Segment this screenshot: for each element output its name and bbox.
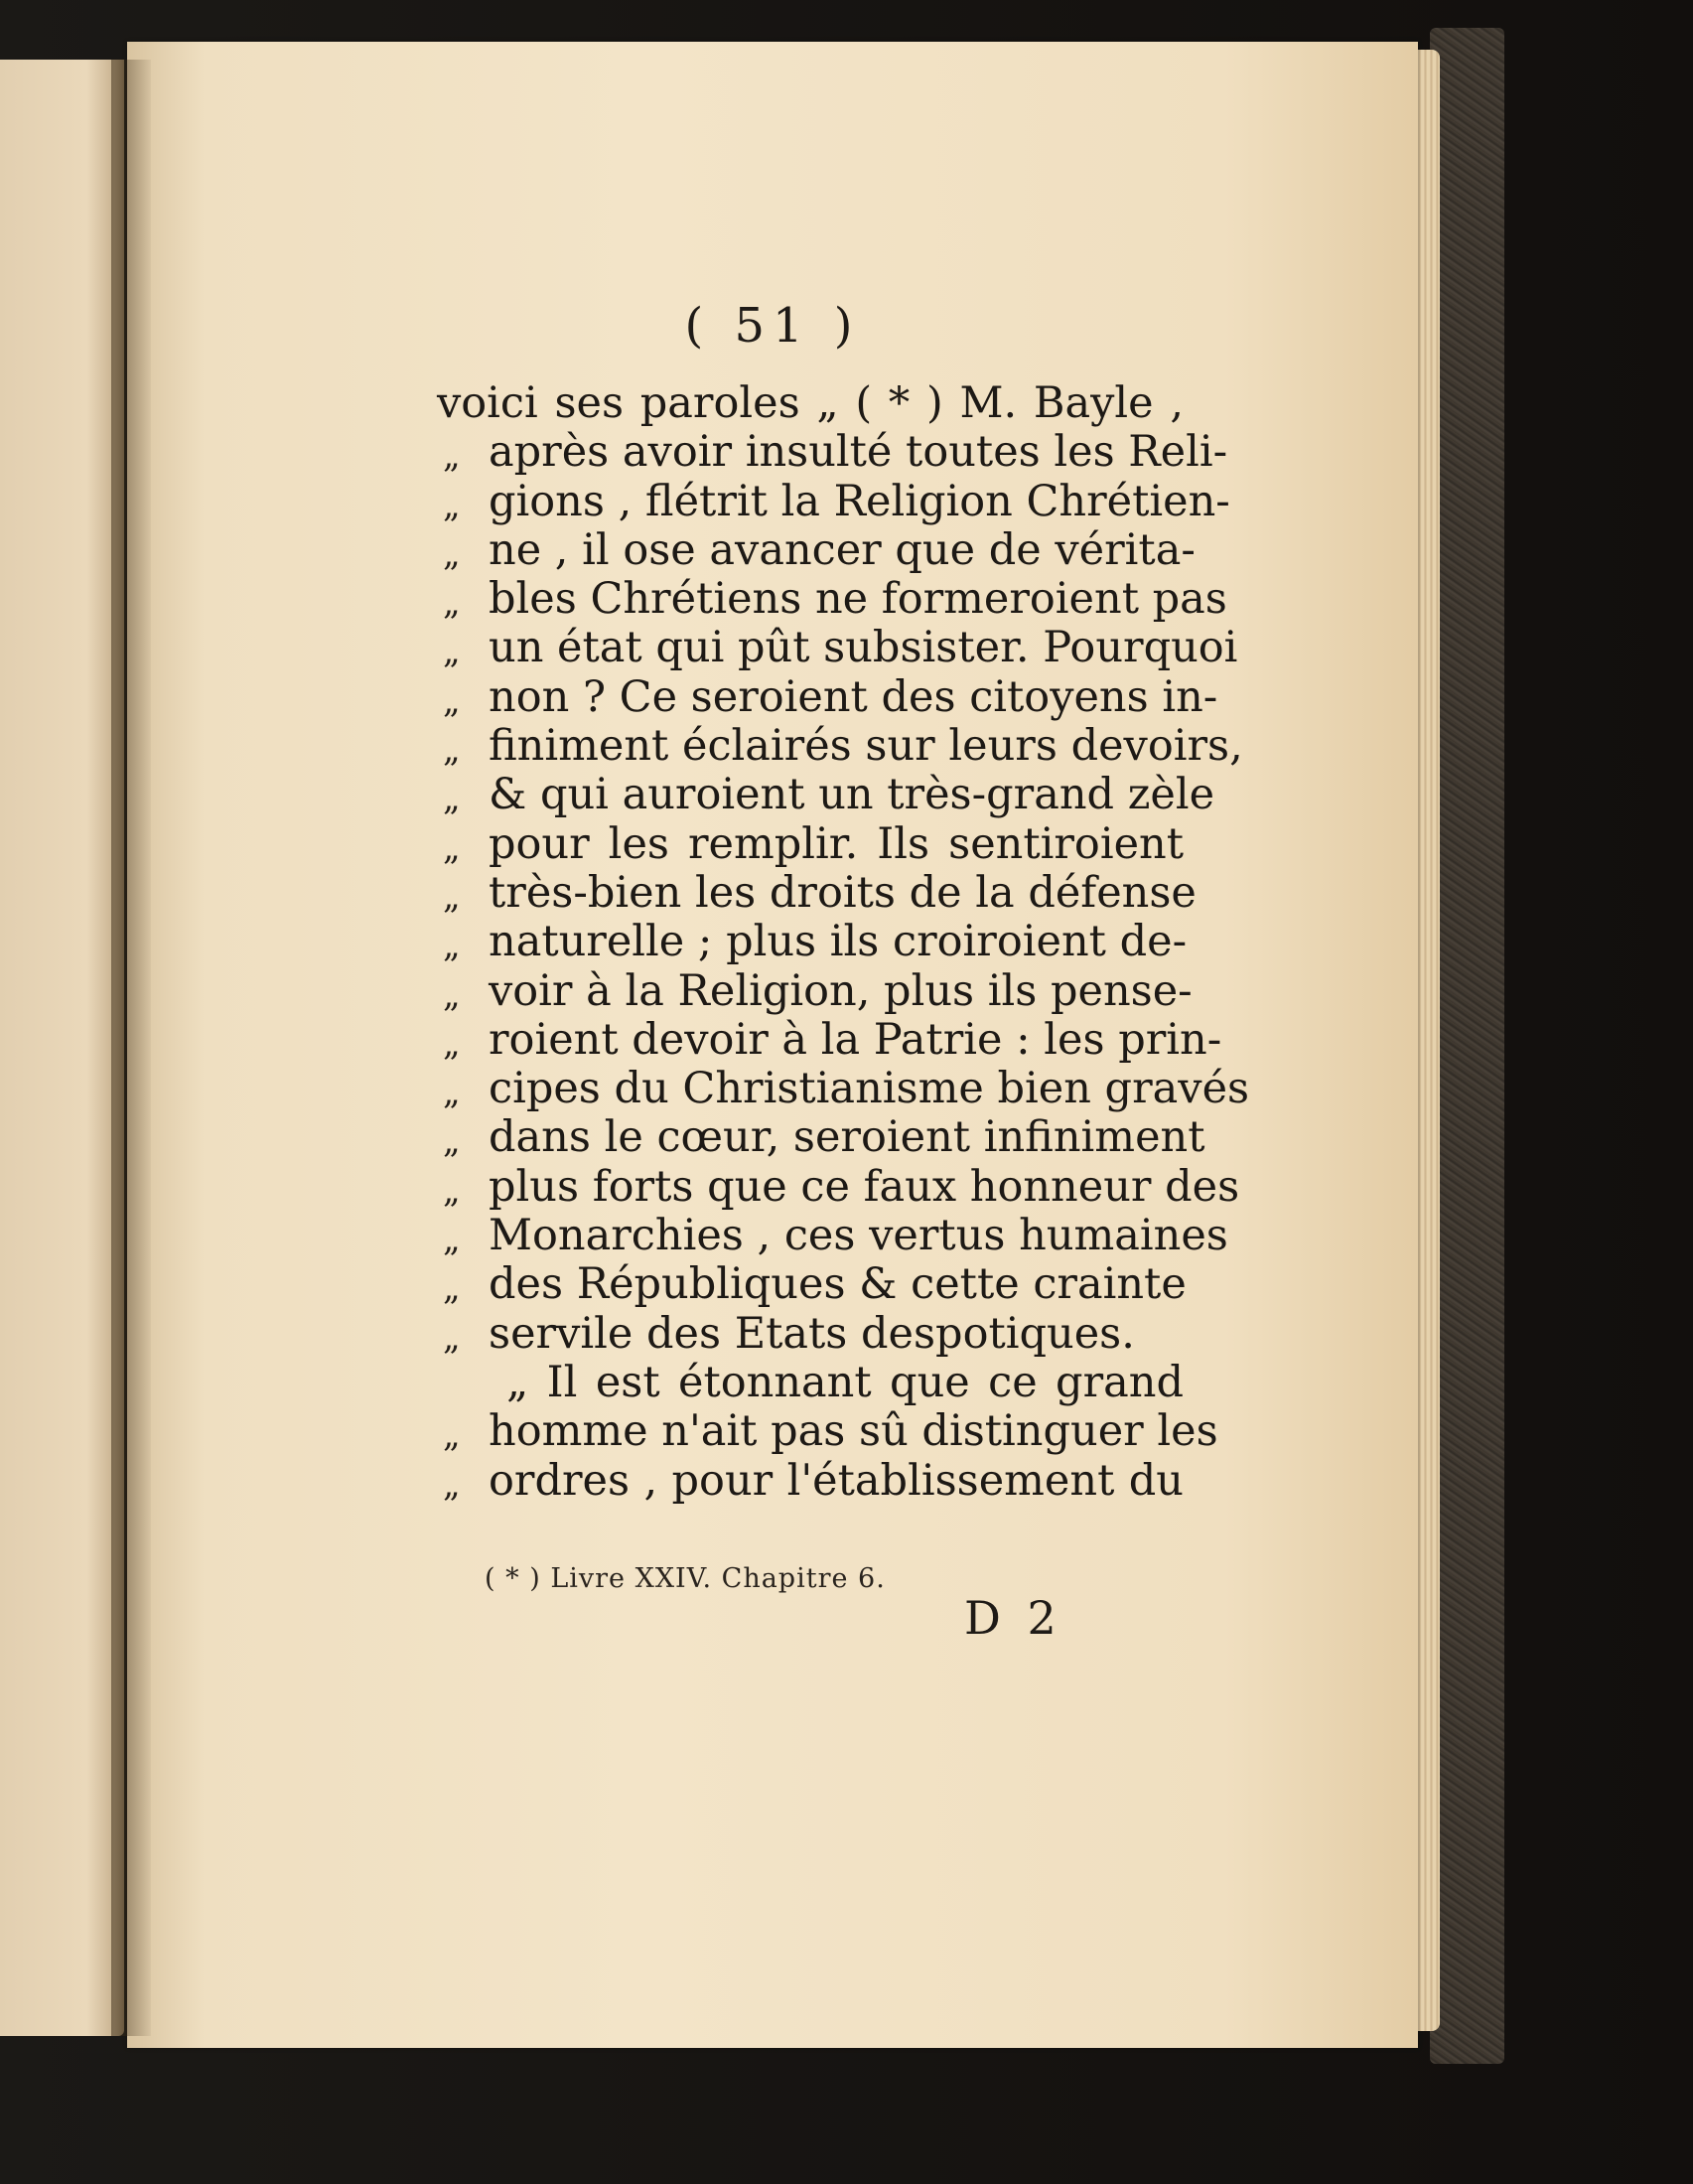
quote-mark: „ — [443, 583, 461, 624]
text-line — [437, 820, 1184, 869]
quote-mark: „ — [443, 436, 461, 477]
quote-mark: „ — [443, 827, 461, 868]
quote-mark: „ — [443, 1317, 461, 1358]
line-text: homme n'ait pas sû distinguer les — [489, 1406, 1218, 1457]
text-line — [437, 1359, 1184, 1407]
line-text: voici ses paroles „ ( * ) M. Bayle , — [437, 378, 1184, 428]
text-line — [437, 379, 1184, 428]
text-line — [437, 1014, 1222, 1065]
text-line — [437, 427, 1228, 478]
line-text: naturelle ; plus ils croiroient de- — [489, 917, 1188, 967]
line-text: un état qui pût subsister. Pourquoi — [489, 623, 1238, 673]
quote-mark: „ — [443, 1220, 461, 1260]
text-line — [437, 623, 1238, 673]
line-text: & qui auroient un très-grand zèle — [489, 770, 1215, 820]
text-line — [437, 1161, 1240, 1212]
quote-mark: „ — [443, 485, 461, 525]
line-text: non ? Ce seroient des citoyens in- — [489, 671, 1218, 722]
line-text: plus forts que ce faux honneur des — [489, 1161, 1240, 1212]
text-line — [437, 1064, 1250, 1114]
text-line — [437, 574, 1227, 625]
quote-mark: „ — [443, 1464, 461, 1505]
line-text: cipes du Christianisme bien gravés — [489, 1064, 1250, 1114]
signature-mark: D 2 — [964, 1591, 1062, 1645]
quote-mark: „ — [443, 632, 461, 672]
text-line — [437, 770, 1215, 820]
quote-mark: „ — [443, 680, 461, 721]
line-text: servile des Etats despotiques. — [489, 1308, 1135, 1359]
body-text — [437, 378, 1250, 1506]
line-text: dans le cœur, seroient infiniment — [489, 1112, 1205, 1163]
text-line — [437, 1457, 1184, 1506]
quote-mark: „ — [443, 1415, 461, 1456]
line-text: bles Chrétiens ne formeroient pas — [489, 574, 1227, 625]
book-cover-board — [1430, 28, 1504, 2064]
left-page-edge — [0, 60, 124, 2036]
line-text: ordres , pour l'établissement du — [489, 1455, 1184, 1506]
quote-mark: „ — [443, 1170, 461, 1211]
text-line — [437, 476, 1230, 526]
book-page — [127, 42, 1418, 2048]
line-text: finiment éclairés sur leurs devoirs, — [489, 721, 1243, 772]
text-line — [437, 524, 1196, 575]
quote-mark: „ — [443, 974, 461, 1015]
line-text: ne , il ose avancer que de vérita- — [489, 524, 1196, 575]
text-line — [437, 671, 1218, 722]
line-text: voir à la Religion, plus ils pense- — [489, 965, 1193, 1016]
quote-mark: „ — [443, 779, 461, 819]
text-line — [437, 1310, 1184, 1359]
quote-mark: „ — [443, 926, 461, 966]
line-text: des Républiques & cette crainte — [489, 1259, 1187, 1310]
line-text: pour les remplir. Ils sentiroient — [489, 818, 1184, 869]
quote-mark: „ — [443, 1023, 461, 1064]
footnote: ( * ) Livre XXIV. Chapitre 6. — [485, 1563, 886, 1594]
quote-mark: „ — [443, 1073, 461, 1113]
quote-mark: „ — [443, 876, 461, 917]
quote-mark: „ — [443, 533, 461, 574]
text-line — [437, 1259, 1187, 1310]
page-number: ( 51 ) — [684, 298, 861, 354]
quote-mark: „ — [443, 1268, 461, 1309]
text-line — [437, 1406, 1218, 1457]
text-line — [437, 917, 1188, 967]
text-line — [437, 867, 1197, 918]
quote-mark: „ — [443, 730, 461, 771]
gutter-shadow — [111, 60, 151, 2036]
line-text: après avoir insulté toutes les Reli- — [489, 427, 1228, 478]
line-text: „ Il est étonnant que ce grand — [506, 1357, 1184, 1407]
line-text: roient devoir à la Patrie : les prin- — [489, 1014, 1222, 1065]
text-line — [437, 965, 1193, 1016]
text-line — [437, 1211, 1228, 1261]
quote-mark: „ — [443, 1121, 461, 1162]
line-text: gions , flétrit la Religion Chrétien- — [489, 476, 1230, 526]
line-text: Monarchies , ces vertus humaines — [489, 1211, 1228, 1261]
line-text: très-bien les droits de la défense — [489, 867, 1197, 918]
text-line — [437, 721, 1243, 772]
text-line — [437, 1112, 1205, 1163]
